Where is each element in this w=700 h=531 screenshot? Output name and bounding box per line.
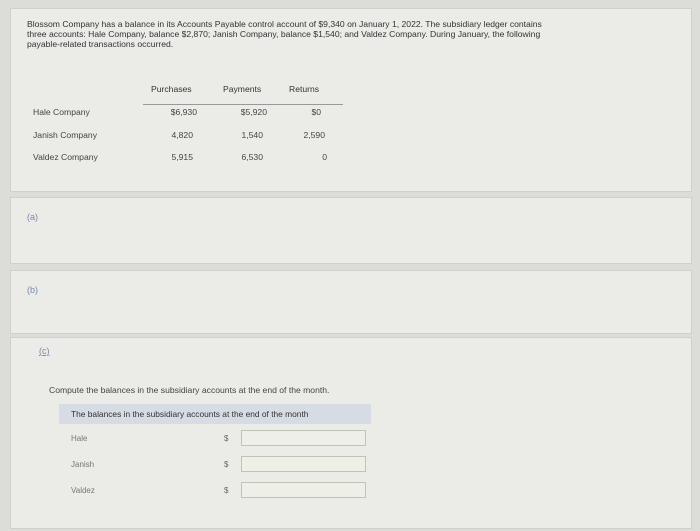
row-label-valdez: Valdez Company bbox=[33, 152, 98, 162]
part-c-panel bbox=[10, 337, 692, 529]
hale-returns: $0 bbox=[311, 107, 321, 117]
balance-row-hale bbox=[59, 430, 379, 450]
problem-line-1: Blossom Company has a balance in its Accounts Payable control account of $9,340 on January 1, 2022. The subsidiary ledger contains bbox=[27, 19, 542, 29]
problem-line-2: three accounts: Hale Company, balance $2,870; Janish Company, balance $1,540; and Valdez Company. During January, the following bbox=[27, 29, 541, 39]
problem-panel bbox=[10, 8, 692, 192]
part-a-panel bbox=[10, 197, 692, 264]
row-label-hale: Hale Company bbox=[33, 107, 90, 117]
hale-payments: $5,920 bbox=[240, 107, 267, 117]
janish-purchases: 4,820 bbox=[171, 130, 193, 140]
currency-symbol: $ bbox=[224, 460, 229, 469]
currency-symbol: $ bbox=[224, 434, 229, 443]
janish-returns: 2,590 bbox=[303, 130, 325, 140]
currency-symbol: $ bbox=[224, 486, 229, 495]
hale-balance-input[interactable] bbox=[241, 430, 366, 446]
part-c-instruction: Compute the balances in the subsidiary accounts at the end of the month. bbox=[49, 385, 330, 395]
janish-balance-input[interactable] bbox=[241, 456, 366, 472]
row-label-janish: Janish Company bbox=[33, 130, 98, 140]
part-a-label[interactable]: (a) bbox=[27, 212, 38, 222]
problem-statement bbox=[27, 19, 687, 49]
problem-line-3: payable-related transactions occurred. bbox=[27, 39, 174, 49]
part-b-panel bbox=[10, 270, 692, 334]
header-divider bbox=[143, 104, 343, 105]
valdez-balance-input[interactable] bbox=[241, 482, 366, 498]
valdez-returns: 0 bbox=[322, 152, 327, 162]
balance-label-hale: Hale bbox=[71, 434, 88, 443]
part-b-label[interactable]: (b) bbox=[27, 285, 38, 295]
valdez-purchases: 5,915 bbox=[171, 152, 193, 162]
balances-subtitle: The balances in the subsidiary accounts at the end of the month bbox=[59, 404, 371, 424]
balance-label-valdez: Valdez bbox=[71, 486, 95, 495]
balance-row-valdez bbox=[59, 482, 379, 502]
balance-label-janish: Janish bbox=[71, 460, 95, 469]
hale-purchases: $6,930 bbox=[170, 107, 197, 117]
header-returns: Returns bbox=[289, 84, 320, 94]
header-payments: Payments bbox=[223, 84, 262, 94]
janish-payments: 1,540 bbox=[241, 130, 263, 140]
valdez-payments: 6,530 bbox=[241, 152, 263, 162]
part-c-label[interactable]: (c) bbox=[39, 346, 50, 356]
header-purchases: Purchases bbox=[151, 84, 192, 94]
balance-row-janish bbox=[59, 456, 379, 476]
